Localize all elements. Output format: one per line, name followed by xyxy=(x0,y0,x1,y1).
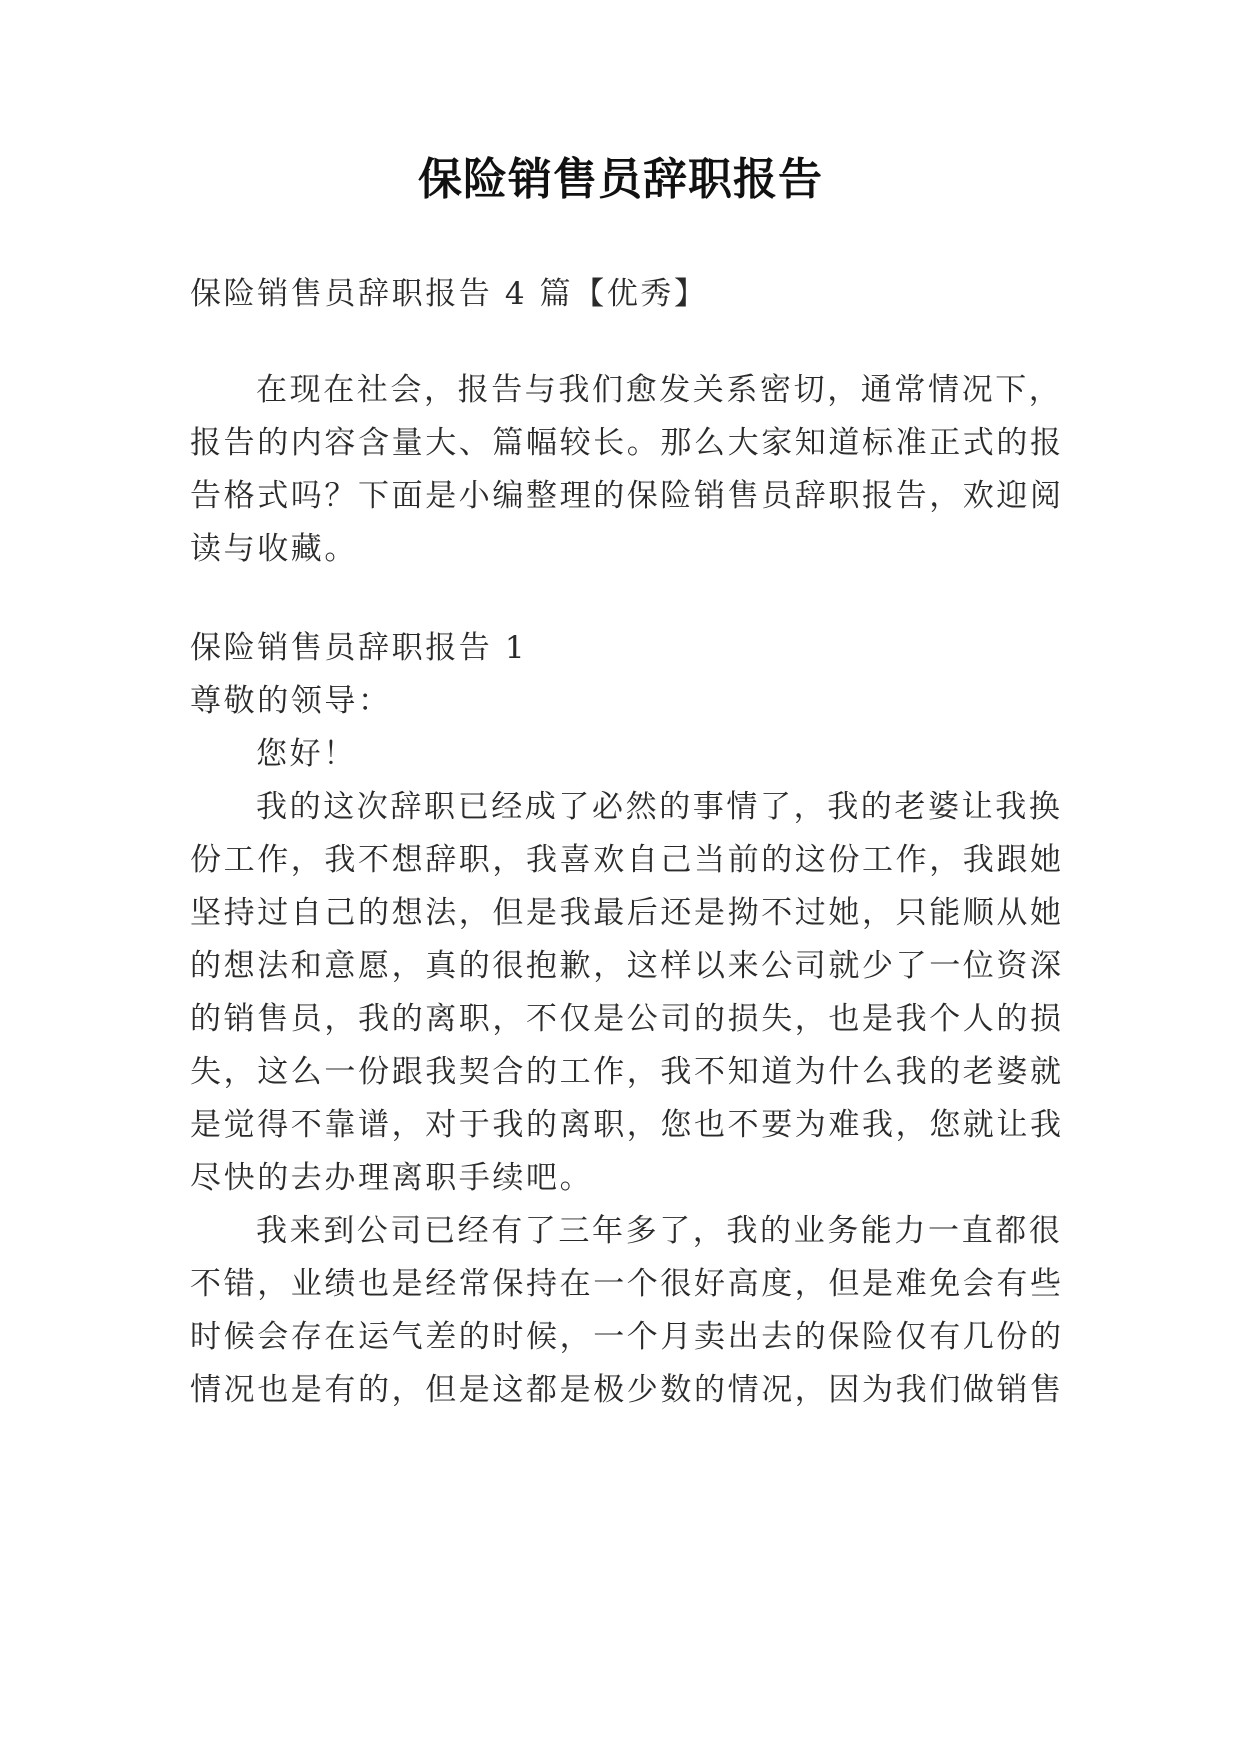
paragraph-line: 的销售员，我的离职，不仅是公司的损失，也是我个人的损 xyxy=(190,1001,1064,1037)
intro-line: 读与收藏。 xyxy=(190,531,358,567)
salutation: 尊敬的领导： xyxy=(190,683,392,719)
paragraph-line: 时候会存在运气差的时候，一个月卖出去的保险仅有几份的 xyxy=(190,1319,1064,1355)
intro-line: 告格式吗？下面是小编整理的保险销售员辞职报告，欢迎阅 xyxy=(190,478,1064,514)
paragraph-line: 坚持过自己的想法，但是我最后还是拗不过她，只能顺从她 xyxy=(190,895,1064,931)
paragraph-line: 不错，业绩也是经常保持在一个很好高度，但是难免会有些 xyxy=(190,1266,1064,1302)
paragraph-line: 份工作，我不想辞职，我喜欢自己当前的这份工作，我跟她 xyxy=(190,842,1064,878)
paragraph-line: 我的这次辞职已经成了必然的事情了，我的老婆让我换 xyxy=(256,789,1063,825)
paragraph-line: 是觉得不靠谱，对于我的离职，您也不要为难我，您就让我 xyxy=(190,1107,1064,1143)
greeting: 您好！ xyxy=(256,736,357,772)
paragraph-line: 情况也是有的，但是这都是极少数的情况，因为我们做销售 xyxy=(190,1372,1064,1408)
document-title: 保险销售员辞职报告 xyxy=(418,154,823,205)
paragraph-line: 我来到公司已经有了三年多了，我的业务能力一直都很 xyxy=(256,1213,1063,1249)
paragraph-line: 的想法和意愿，真的很抱歉，这样以来公司就少了一位资深 xyxy=(190,948,1064,984)
section-heading: 保险销售员辞职报告 1 xyxy=(190,630,528,666)
intro-line: 在现在社会，报告与我们愈发关系密切，通常情况下， xyxy=(256,372,1063,408)
document-subtitle: 保险销售员辞职报告 4 篇【优秀】 xyxy=(190,276,708,312)
intro-line: 报告的内容含量大、篇幅较长。那么大家知道标准正式的报 xyxy=(190,425,1064,461)
paragraph-line: 尽快的去办理离职手续吧。 xyxy=(190,1160,594,1196)
paragraph-line: 失，这么一份跟我契合的工作，我不知道为什么我的老婆就 xyxy=(190,1054,1064,1090)
